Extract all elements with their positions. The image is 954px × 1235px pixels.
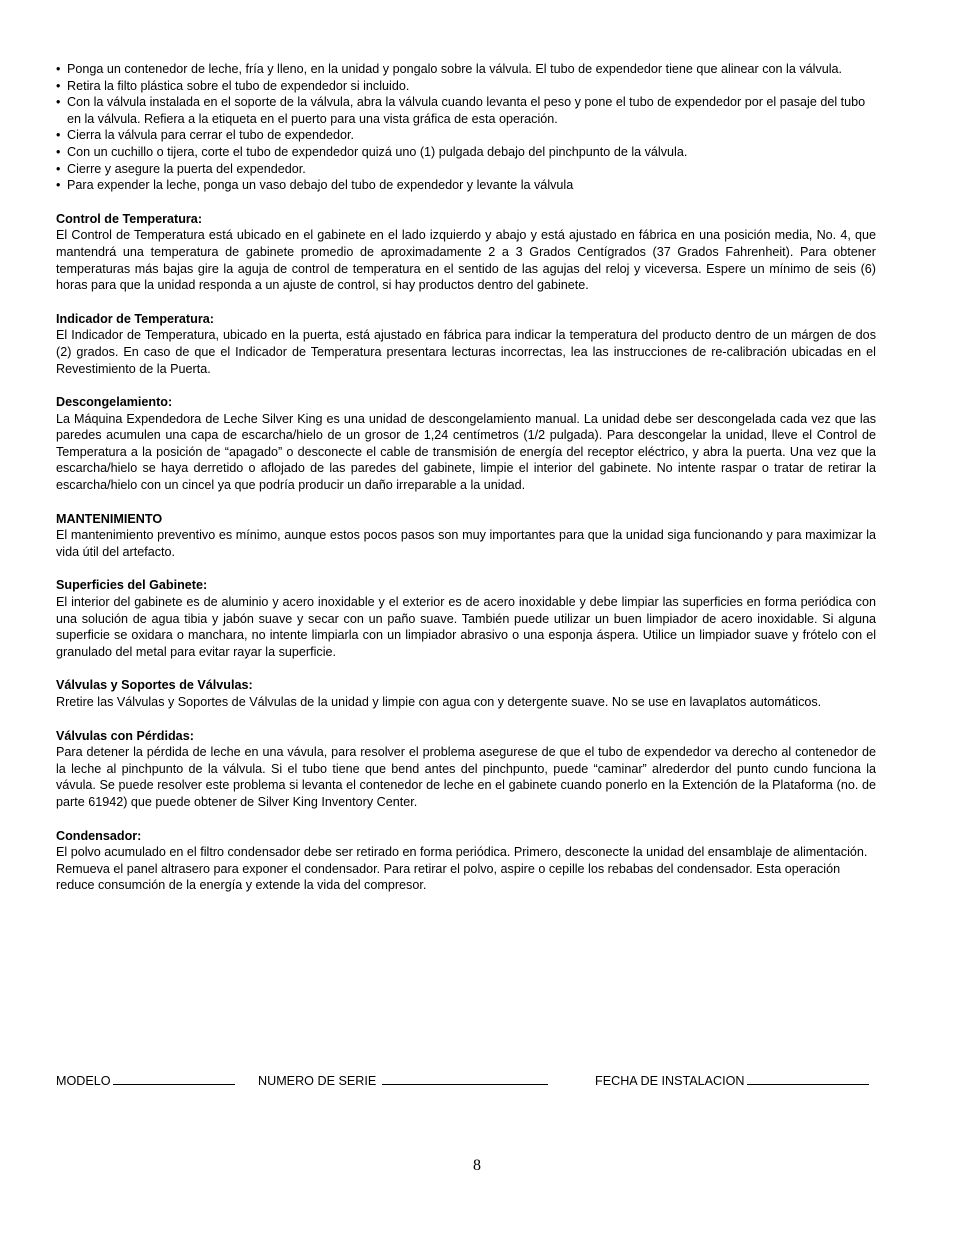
fecha-instalacion-label: FECHA DE INSTALACION	[595, 1074, 745, 1088]
list-item-text: Cierre y asegure la puerta del expendedor.	[67, 161, 306, 176]
list-item-text: Cierra la válvula para cerrar el tubo de expendedor.	[67, 128, 355, 143]
section-descongelamiento	[56, 394, 876, 494]
list-item-text: Con la válvula instalada en el soporte de la válvula, abra la válvula cuando levanta el peso y pone el tubo de expendedor por el pasaje del tubo en la válvula. Refiera a la etiqueta en el puerto para una vista gráfica de esta operación.	[67, 95, 866, 126]
section-control-temperatura	[56, 211, 876, 294]
numero-serie-field	[258, 1070, 548, 1090]
section-heading: Válvulas y Soportes de Válvulas:	[56, 678, 253, 693]
section-paragraph: El polvo acumulado en el filtro condensador debe ser retirado en forma periódica. Primero, desconecte la unidad del ensamblaje de alimentación. Remueva el panel altrasero para exponer el condensador. Para retirar el polvo, aspire o cepille los rebabas del condensador. Esta operación reduce consumción de la energía y extende la vida del compresor.	[56, 845, 868, 893]
modelo-label: MODELO	[56, 1074, 111, 1088]
list-item-text: Con un cuchillo o tijera, corte el tubo de expendedor quizá uno (1) pulgada debajo del pinchpunto de la válvula.	[67, 144, 688, 159]
numero-serie-blank-line[interactable]	[382, 1070, 548, 1085]
modelo-blank-line[interactable]	[113, 1070, 235, 1085]
section-heading: Control de Temperatura:	[56, 211, 203, 226]
bullet-icon: •	[56, 178, 61, 193]
section-paragraph: Para detener la pérdida de leche en una vávula, para resolver el problema asegurese de que el tubo de expendedor va derecho al contenedor de la leche al pinchpunto de la válvula. Si el tubo tiene que bend antes del pinchpunto, puede “caminar” alrederdor del punto cundo funciona la vávula. Se puede resolver este problema si levanta el contenedor de leche en el gabinete cuando ponerlo en la Extención de la Plataforma (no. de parte 61942) que puede obtener de Silver King Inventory Center.	[56, 745, 876, 809]
section-valvulas-perdidas	[56, 728, 876, 811]
section-paragraph: La Máquina Expendedora de Leche Silver King es una unidad de descongelamiento manual. La unidad debe ser descongelada cada vez que las paredes acumulen una capa de escarcha/hielo de un grosor de 1,24 centímetros (1/2 pulgada). Para descongelar la unidad, lleve el Control de Temperatura a la posición de “apagado” o desconecte el cable de transmisión de energía del receptor eléctrico, y abra la puerta. Una vez que la escarcha/hielo se haya derretido o aflojado de las paredes del gabinete, limpie el interior del gabinete. No intente raspar o tratar de retirar la escarcha/hielo con un cincel ya que podría producir un daño irreparable a la unidad.	[56, 411, 876, 493]
list-item	[56, 161, 876, 178]
section-heading: Descongelamiento:	[56, 395, 173, 410]
section-heading: Superficies del Gabinete:	[56, 578, 208, 593]
registration-fields	[56, 1070, 888, 1090]
page-number: 8	[473, 1157, 481, 1174]
section-valvulas-soportes	[56, 677, 876, 710]
section-condensador	[56, 828, 876, 894]
document-body	[56, 61, 876, 894]
list-item	[56, 127, 876, 144]
bullet-icon: •	[56, 128, 61, 143]
instruction-list	[56, 61, 876, 194]
section-paragraph: El Control de Temperatura está ubicado en el gabinete en el lado izquierdo y abajo y está ajustado en fábrica en una posición media, No. 4, que mantendrá una temperatura de gabinete promedio de aproximadamente 2 a 3 Grados Centígrados (37 Grados Fahrenheit). Para obtener temperaturas más bajas gire la aguja de control de temperatura en el sentido de las agujas del reloj y viceversa. Espere un mínimo de seis (6) horas para que la unidad responda a un ajuste de control, si hay productos dentro del gabinete.	[56, 228, 876, 293]
bullet-icon: •	[56, 161, 61, 176]
bullet-icon: •	[56, 144, 61, 159]
fecha-instalacion-field	[595, 1070, 869, 1090]
list-item	[56, 61, 876, 78]
list-item	[56, 144, 876, 161]
section-heading: MANTENIMIENTO	[56, 511, 163, 526]
list-item-text: Retira la filto plástica sobre el tubo de expendedor si incluido.	[67, 78, 410, 93]
section-mantenimiento	[56, 511, 876, 561]
section-heading: Condensador:	[56, 828, 142, 843]
section-paragraph: El mantenimiento preventivo es mínimo, aunque estos pocos pasos son muy importantes para que la unidad siga funcionando y para maximizar la vida útil del artefacto.	[56, 528, 876, 559]
section-paragraph: El Indicador de Temperatura, ubicado en la puerta, está ajustado en fábrica para indicar la temperatura del producto dentro de un márgen de dos (2) grados. En caso de que el Indicador de Temperatura presentara lecturas incorrectas, lea las instrucciones de re-calibración ubicadas en el Revestimiento de la Puerta.	[56, 328, 876, 376]
numero-serie-label: NUMERO DE SERIE	[258, 1074, 377, 1088]
bullet-icon: •	[56, 95, 61, 110]
section-indicador-temperatura	[56, 311, 876, 377]
section-paragraph: El interior del gabinete es de aluminio y acero inoxidable y el exterior es de acero inoxidable y debe limpiar las superficies en forma periódica con una solución de agua tibia y jabón suave y secar con un paño suave. También puede utilizar un buen limpiador de acero inoxidable. Si alguna superficie se oxidara o manchara, no intente limpiarla con un limpiador abrasivo o una esponja áspera. Utilice un limpiador suave y frótelo con el granulado del metal para evitar rayar la superficie.	[56, 595, 876, 659]
list-item-text: Ponga un contenedor de leche, fría y lleno, en la unidad y pongalo sobre la válvula. El tubo de expendedor tiene que alinear con la válvula.	[67, 62, 843, 76]
modelo-field	[56, 1070, 235, 1090]
list-item-text: Para expender la leche, ponga un vaso debajo del tubo de expendedor y levante la válvula	[67, 178, 574, 193]
section-heading: Válvulas con Pérdidas:	[56, 728, 194, 743]
bullet-icon: •	[56, 62, 61, 76]
section-paragraph: Rretire las Válvulas y Soportes de Válvulas de la unidad y limpie con agua con y detergente suave. No se use en lavaplatos automáticos.	[56, 695, 822, 709]
fecha-instalacion-blank-line[interactable]	[747, 1070, 869, 1085]
section-heading: Indicador de Temperatura:	[56, 311, 214, 326]
bullet-icon: •	[56, 78, 61, 93]
list-item	[56, 94, 876, 127]
section-superficies-gabinete	[56, 577, 876, 660]
list-item	[56, 78, 876, 95]
list-item	[56, 177, 876, 194]
